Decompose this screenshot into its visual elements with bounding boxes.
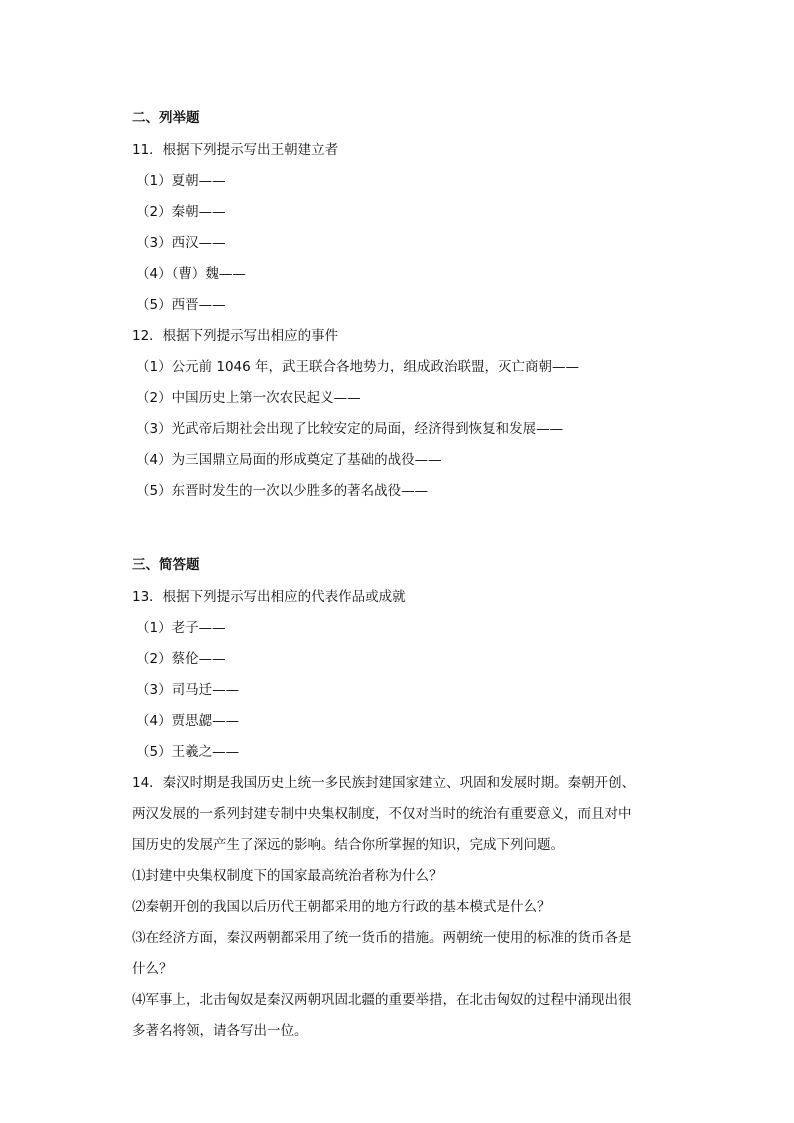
question-13-stem: 13．根据下列提示写出相应的代表作品或成就: [132, 589, 406, 605]
question-11-item-1: （1）夏朝——: [136, 173, 226, 189]
question-14-sub-4-line-1: ⑷军事上，北击匈奴是秦汉两朝巩固北疆的重要举措，在北击匈奴的过程中涌现出很: [132, 992, 632, 1008]
section-heading-short-answer: 三、简答题: [132, 557, 200, 573]
question-11-stem: 11．根据下列提示写出王朝建立者: [132, 142, 339, 158]
question-11-item-5: （5）西晋——: [136, 297, 226, 313]
question-14-sub-4-line-2: 多著名将领，请各写出一位。: [132, 1023, 308, 1039]
question-13-item-3: （3）司马迁——: [136, 682, 240, 698]
question-14-stem-line-2: 两汉发展的一系列封建专制中央集权制度，不仅对当时的统治有重要意义，而且对中: [132, 806, 632, 822]
question-13-item-2: （2）蔡伦——: [136, 651, 226, 667]
question-11-item-2: （2）秦朝——: [136, 204, 226, 220]
question-12-item-1: （1）公元前 1046 年，武王联合各地势力，组成政治联盟，灭亡商朝——: [136, 359, 580, 375]
question-12-stem: 12．根据下列提示写出相应的事件: [132, 328, 339, 344]
question-12-item-4: （4）为三国鼎立局面的形成奠定了基础的战役——: [136, 452, 442, 468]
question-14-sub-3-line-2: 什么？: [132, 961, 173, 977]
question-12-item-2: （2）中国历史上第一次农民起义——: [136, 390, 361, 406]
question-13-item-5: （5）王羲之——: [136, 744, 240, 760]
question-14-stem-line-3: 国历史的发展产生了深远的影响。结合你所掌握的知识，完成下列问题。: [132, 837, 564, 853]
question-14-sub-1: ⑴封建中央集权制度下的国家最高统治者称为什么？: [132, 868, 443, 884]
question-11-item-3: （3）西汉——: [136, 235, 226, 251]
question-14-sub-3-line-1: ⑶在经济方面，秦汉两朝都采用了统一货币的措施。两朝统一使用的标准的货币各是: [132, 930, 632, 946]
question-12-item-3: （3）光武帝后期社会出现了比较安定的局面，经济得到恢复和发展——: [136, 421, 564, 437]
question-14-sub-2: ⑵秦朝开创的我国以后历代王朝都采用的地方行政的基本模式是什么？: [132, 899, 551, 915]
question-11-item-4: （4）（曹）魏——: [136, 266, 246, 282]
question-12-item-5: （5）东晋时发生的一次以少胜多的著名战役——: [136, 483, 429, 499]
question-14-stem-line-1: 14．秦汉时期是我国历史上统一多民族封建国家建立、巩固和发展时期。秦朝开创、: [132, 775, 636, 791]
question-13-item-1: （1）老子——: [136, 620, 226, 636]
section-heading-listing: 二、列举题: [132, 110, 200, 126]
question-13-item-4: （4）贾思勰——: [136, 713, 240, 729]
